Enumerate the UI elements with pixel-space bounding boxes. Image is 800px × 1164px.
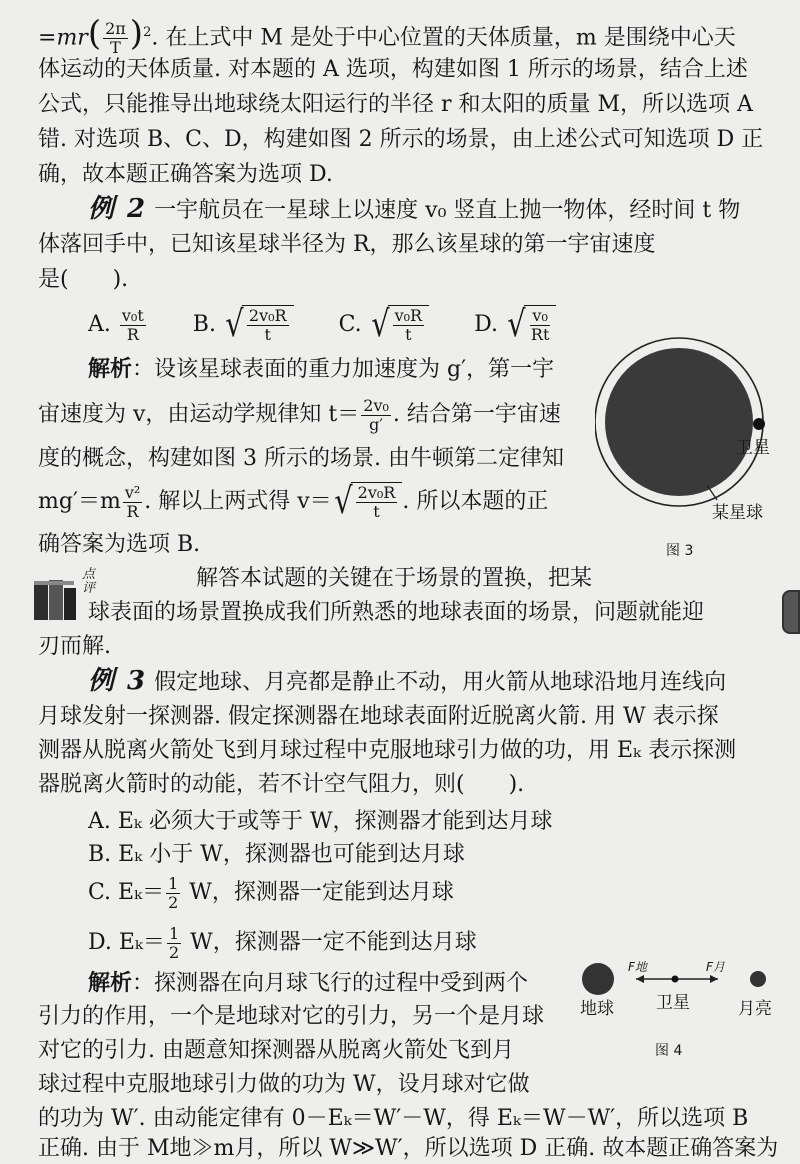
frac-den: 2 bbox=[168, 942, 180, 962]
book-spine bbox=[64, 588, 76, 620]
opt-text: W，探测器一定能到达月球 bbox=[182, 880, 454, 905]
frac-den: Rt bbox=[530, 325, 550, 344]
ex3-q1: 假定地球、月亮都是静止不动，用火箭从地球沿地月连线向 bbox=[154, 670, 727, 695]
sqrt bbox=[505, 305, 556, 345]
frac-den: t bbox=[264, 325, 271, 344]
sol-label: 解析 bbox=[88, 356, 133, 382]
ex2-option-a bbox=[88, 300, 148, 350]
fig3-label-satellite: 卫星 bbox=[736, 438, 770, 458]
frac-num: 2v₀R bbox=[357, 483, 396, 502]
frac bbox=[529, 307, 551, 344]
frac-num: v₀R bbox=[394, 306, 423, 325]
sol-text: . 解以上两式得 v＝ bbox=[144, 489, 332, 514]
fig4-label-satellite: 卫星 bbox=[656, 993, 690, 1013]
tip-line-3: 刃而解. bbox=[38, 634, 111, 659]
frac-den: 2 bbox=[168, 892, 179, 912]
intro-line-3: 公式，只能推导出地球绕太阳运行的半径 r 和太阳的质量 M，所以选项 A bbox=[38, 92, 753, 117]
opt-text: C. Eₖ＝ bbox=[88, 880, 165, 905]
frac-num: 2v₀R bbox=[248, 306, 287, 325]
tip-line-2: 球表面的场景置换成我们所熟悉的地球表面的场景，问题就能迎 bbox=[88, 600, 705, 625]
intro-text-1: . 在上式中 M 是处于中心位置的天体质量，m 是围绕中心天 bbox=[151, 25, 736, 51]
fig4-force-moon: F月 bbox=[706, 960, 725, 974]
tip-icon-text: 点评 bbox=[82, 567, 96, 596]
fig3-label-planet: 某星球 bbox=[712, 503, 763, 523]
radical-sign: √ bbox=[333, 481, 353, 522]
opt-a-frac bbox=[120, 307, 146, 344]
ex3-option-a: A. Eₖ 必须大于或等于 W，探测器才能到达月球 bbox=[88, 809, 553, 834]
sqrt bbox=[223, 305, 294, 345]
ex2-sol-line-3: 度的概念，构建如图 3 所示的场景. 由牛顿第二定律知 bbox=[38, 446, 564, 471]
intro-line-4: 错. 对选项 B、C、D，构建如图 2 所示的场景，由上述公式可知选项 D 正 bbox=[38, 127, 764, 152]
formula-eq: = bbox=[38, 25, 57, 51]
arrow-right bbox=[710, 975, 718, 983]
frac-den: t bbox=[405, 325, 412, 344]
earth-disk bbox=[582, 963, 614, 995]
planet-disk bbox=[605, 348, 753, 496]
ex2-tag: 例 2 bbox=[88, 194, 148, 224]
fig4-label-earth: 地球 bbox=[580, 999, 614, 1019]
ex3-sol-line-4: 球过程中克服地球引力做的功为 W，设月球对它做 bbox=[38, 1072, 530, 1097]
ex2-sol-line-2 bbox=[38, 394, 598, 436]
ex3-sol-line-3: 对它的引力. 由题意知探测器从脱离火箭处飞到月 bbox=[38, 1038, 514, 1063]
ex2-sol-line-1 bbox=[88, 354, 608, 385]
sol-text: ：设该星球表面的重力加速度为 g′，第一宇 bbox=[132, 357, 555, 382]
ex3-line-1 bbox=[88, 666, 788, 698]
moon-disk bbox=[750, 971, 766, 987]
sol-label: 解析 bbox=[88, 970, 133, 996]
fig4-label-moon: 月亮 bbox=[738, 999, 772, 1019]
ex3-tag: 例 3 bbox=[88, 666, 148, 696]
ex2-q1: 一宇航员在一星球上以速度 v₀ 竖直上抛一物体，经时间 t 物 bbox=[154, 198, 741, 223]
frac-den: g′ bbox=[369, 414, 384, 434]
frac bbox=[123, 484, 142, 521]
frac-num: 1 bbox=[168, 923, 180, 943]
page-edge-tab bbox=[782, 590, 800, 634]
fig4-caption: 图 4 bbox=[655, 1043, 683, 1059]
ex3-line-3: 测器从脱离火箭处飞到月球过程中克服地球引力做的功，用 Eₖ 表示探测 bbox=[38, 738, 737, 763]
formula-exp: 2 bbox=[143, 25, 152, 40]
frac-num: v₀t bbox=[121, 305, 144, 325]
frac-den: t bbox=[373, 502, 380, 521]
frac bbox=[167, 925, 181, 962]
book-spine bbox=[49, 580, 63, 620]
book-top bbox=[34, 581, 74, 585]
opt-label: C. bbox=[338, 312, 362, 337]
frac-den: R bbox=[126, 501, 139, 521]
opt-text: D. Eₖ＝ bbox=[88, 930, 165, 955]
fig3-caption: 图 3 bbox=[666, 543, 694, 559]
radical-sign: √ bbox=[370, 304, 390, 345]
frac-num: v₀ bbox=[532, 306, 548, 325]
fig4-force-earth: F地 bbox=[628, 960, 647, 974]
ex3-line-4: 器脱离火箭时的动能，若不计空气阻力，则( ). bbox=[38, 772, 525, 797]
ex3-sol-line-6: 正确. 由于 M地≫m月，所以 W≫W′，所以选项 D 正确. 故本题正确答案为 bbox=[38, 1136, 779, 1161]
ex3-line-2: 月球发射一探测器. 假定探测器在地球表面附近脱离火箭. 用 W 表示探 bbox=[38, 704, 719, 729]
sol-text: . 结合第一宇宙速 bbox=[392, 402, 561, 427]
frac-num: 2v₀ bbox=[363, 395, 389, 415]
ex3-sol-line-2: 引力的作用，一个是地球对它的引力，另一个是月球 bbox=[38, 1004, 545, 1029]
ex2-line-1 bbox=[88, 194, 788, 226]
sol-text: . 所以本题的正 bbox=[402, 489, 549, 514]
ex2-option-d bbox=[474, 300, 556, 350]
book-spine bbox=[34, 584, 48, 620]
radical-sign: √ bbox=[507, 304, 526, 345]
satellite-dot bbox=[672, 976, 679, 983]
opt-label: D. bbox=[474, 312, 498, 337]
ex3-sol-line-5: 的功为 W′. 由动能定律有 0－Eₖ＝W′－W，得 Eₖ＝W－W′，所以选项 B bbox=[38, 1106, 749, 1131]
intro-line-5: 确，故本题正确答案为选项 D. bbox=[38, 162, 333, 187]
sol-text: ：探测器在向月球飞行的过程中受到两个 bbox=[132, 971, 529, 996]
opt-label: A. bbox=[88, 312, 111, 337]
intro-line-1: =mr( $\frac{2\pi}{T}$ )$^2$. 在上式中 M 是处于中心位置的天体质量，m 是围绕中心天 bbox=[38, 18, 736, 57]
frac-num: 1 bbox=[168, 873, 179, 893]
ex2-sol-line-4 bbox=[38, 478, 598, 526]
frac-num: 2π bbox=[105, 18, 126, 38]
sol-text: 宙速度为 v，由运动学规律知 t＝ bbox=[38, 402, 360, 427]
frac bbox=[393, 307, 425, 344]
opt-text: W，探测器一定不能到达月球 bbox=[183, 930, 477, 955]
opt-label: B. bbox=[192, 312, 216, 337]
ex3-option-c bbox=[88, 870, 788, 916]
sol-text: mg′＝m bbox=[38, 489, 121, 514]
intro-line-2: 体运动的天体质量. 对本题的 A 选项，构建如图 1 所示的场景，结合上述 bbox=[38, 57, 748, 82]
frac-den: R bbox=[126, 324, 139, 344]
ex2-sol-line-5: 确答案为选项 B. bbox=[38, 532, 201, 557]
formula-mr: mr bbox=[56, 25, 88, 51]
radical-sign: √ bbox=[225, 304, 244, 345]
frac bbox=[247, 307, 289, 344]
tip-line-1: 解答本试题的关键在于场景的置换，把某 bbox=[196, 566, 593, 591]
ex2-option-b bbox=[193, 300, 294, 350]
frac bbox=[361, 397, 391, 434]
sqrt bbox=[332, 482, 403, 522]
ex2-line-2: 体落回手中，已知该星球半径为 R，那么该星球的第一宇宙速度 bbox=[38, 232, 656, 257]
frac bbox=[166, 875, 180, 912]
formula-frac bbox=[103, 20, 128, 57]
arrow-left bbox=[636, 975, 644, 983]
ex2-line-3: 是( ). bbox=[38, 267, 129, 292]
ex3-option-b: B. Eₖ 小于 W，探测器也可能到达月球 bbox=[88, 842, 465, 867]
frac-num: v² bbox=[124, 482, 141, 502]
frac-den: T bbox=[110, 37, 121, 57]
ex2-option-c bbox=[339, 300, 430, 350]
frac bbox=[356, 484, 398, 521]
ex3-sol-line-1 bbox=[88, 968, 588, 999]
sqrt bbox=[369, 305, 429, 345]
satellite-dot bbox=[753, 418, 765, 430]
